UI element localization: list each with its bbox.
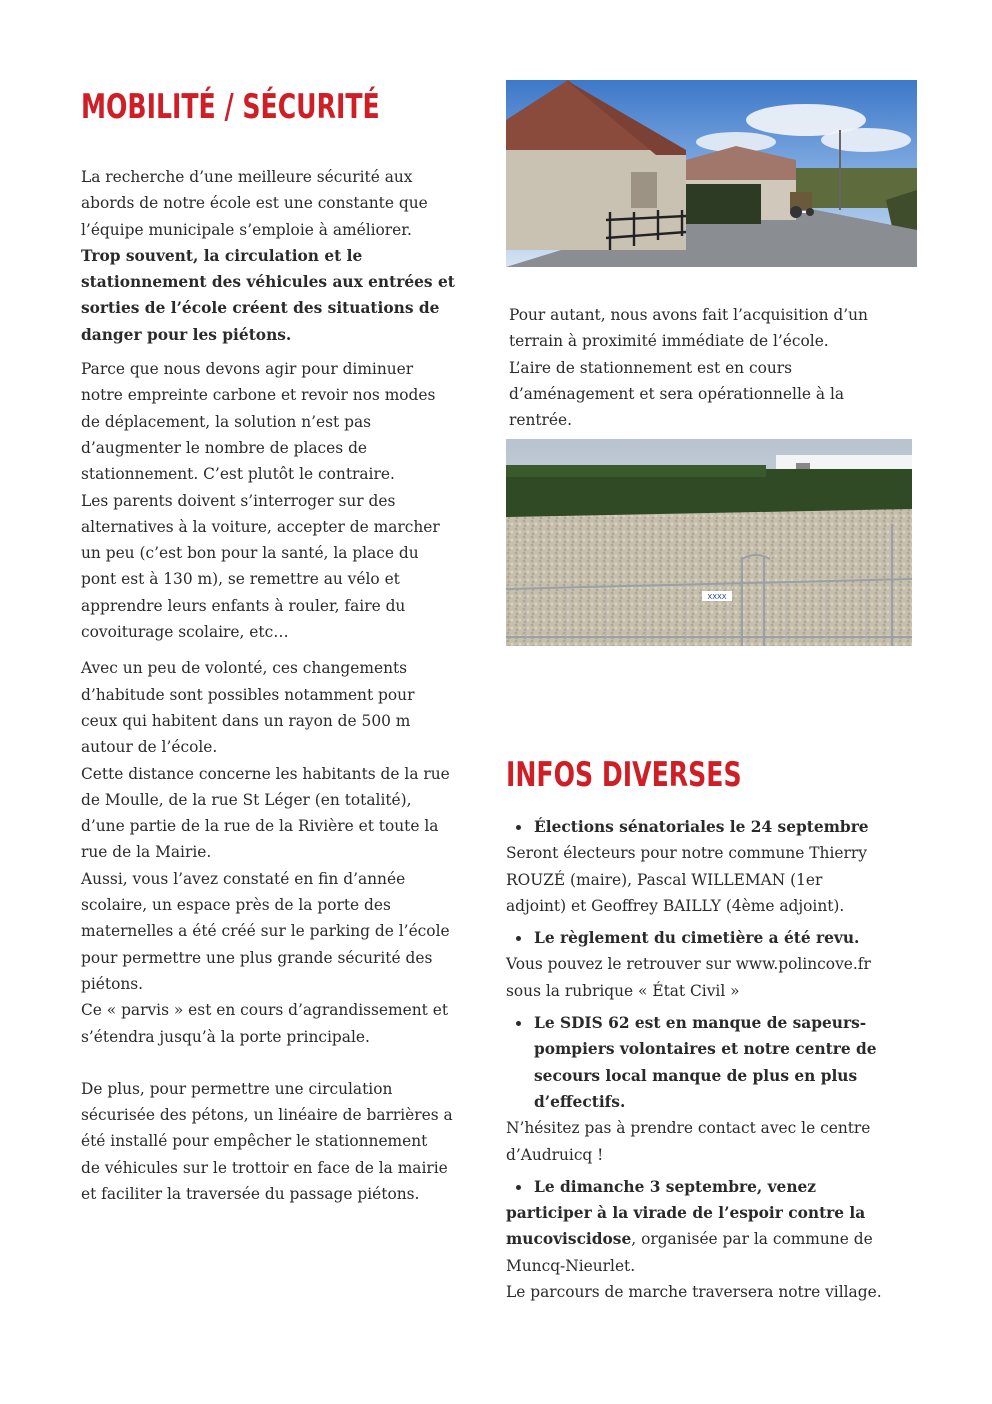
item-line: Vous pouvez le retrouver sur www.polincove.fr: [506, 955, 871, 974]
para-line: d’augmenter le nombre de places de: [81, 438, 368, 457]
intro-line: abords de notre école est une constante que: [81, 194, 428, 213]
mobility-title: MOBILITÉ / SÉCURITÉ: [81, 87, 380, 127]
infos-section: [506, 748, 921, 1305]
para-line: terrain à proximité immédiate de l’école.: [509, 332, 829, 351]
intro-bold-line: sorties de l’école créent des situations de: [81, 299, 440, 318]
mobility-paragraph-4: [81, 1076, 486, 1207]
item-heading: Le dimanche 3 septembre, venez: [534, 1177, 817, 1196]
para-line: pont est à 130 m), se remettre au vélo et: [81, 570, 400, 589]
para-line: de véhicules sur le trottoir en face de la mairie: [81, 1158, 448, 1177]
item-heading: mucoviscidose: [506, 1230, 632, 1249]
para-line: L’aire de stationnement est en cours: [509, 358, 793, 377]
para-line: De plus, pour permettre une circulation: [81, 1079, 393, 1098]
para-line: covoiturage scolaire, etc…: [81, 623, 289, 642]
intro-bold-line: Trop souvent, la circulation et le: [81, 246, 363, 265]
intro-line: La recherche d’une meilleure sécurité aux: [81, 168, 413, 186]
para-line: Les parents doivent s’interroger sur des: [81, 491, 396, 510]
para-line: apprendre leurs enfants à rouler, faire du: [81, 596, 406, 615]
para-line: un peu (c’est bon pour la santé, la place du: [81, 544, 419, 563]
item-heading: Le SDIS 62 est en manque de sapeurs-: [534, 1014, 867, 1033]
para-line: notre empreinte carbone et revoir nos modes: [81, 386, 436, 405]
parking-photo: [506, 439, 912, 646]
street-photo: [506, 80, 917, 267]
parking-paragraph: [509, 302, 919, 433]
mobility-paragraph-2: [81, 356, 486, 645]
item-heading: participer à la virade de l’espoir contre la: [506, 1204, 866, 1223]
para-line: Aussi, vous l’avez constaté en fin d’année: [81, 869, 406, 888]
item-heading: Élections sénatoriales le 24 septembre: [534, 818, 869, 836]
mobility-intro: [81, 164, 486, 348]
para-line: Cette distance concerne les habitants de la rue: [81, 764, 450, 783]
para-line: et faciliter la traversée du passage piétons.: [81, 1184, 420, 1203]
para-line: ceux qui habitent dans un rayon de 500 m: [81, 711, 411, 730]
para-line: Ce « parvis » est en cours d’agrandissement et: [81, 1001, 449, 1020]
para-line: piétons.: [81, 974, 144, 993]
item-line: d’Audruicq !: [506, 1145, 604, 1164]
para-line: d’une partie de la rue de la Rivière et toute la: [81, 817, 439, 836]
item-line: , organisée par la commune de: [631, 1230, 873, 1249]
mobility-column: [81, 80, 486, 1207]
para-line: Pour autant, nous avons fait l’acquisition d’un: [509, 306, 868, 324]
para-line: alternatives à la voiture, accepter de marcher: [81, 517, 440, 536]
para-line: Parce que nous devons agir pour diminuer: [81, 360, 414, 379]
para-line: d’habitude sont possibles notamment pour: [81, 685, 415, 704]
para-line: de déplacement, la solution n’est pas: [81, 412, 372, 431]
para-line: pour permettre une plus grande sécurité des: [81, 948, 433, 967]
list-item: [506, 814, 921, 840]
item-line: adjoint) et Geoffrey BAILLY (4ème adjoint).: [506, 896, 845, 915]
para-line: maternelles a été créé sur le parking de l’école: [81, 922, 450, 941]
para-line: s’étendra jusqu’à la porte principale.: [81, 1027, 370, 1046]
item-line: Muncq-Nieurlet.: [506, 1256, 636, 1275]
item-heading: d’effectifs.: [534, 1092, 626, 1111]
para-line: rentrée.: [509, 411, 573, 430]
para-line: de Moulle, de la rue St Léger (en totalité),: [81, 790, 412, 809]
para-line: d’aménagement et sera opérationnelle à la: [509, 384, 845, 403]
intro-line: l’équipe municipale s’emploie à améliorer.: [81, 220, 412, 239]
mobility-paragraph-3: [81, 655, 486, 1049]
para-line: autour de l’école.: [81, 738, 218, 757]
item-heading: Le règlement du cimetière a été revu.: [534, 929, 860, 948]
para-line: stationnement. C’est plutôt le contraire.: [81, 465, 395, 484]
fence-plate: XXXX: [707, 593, 727, 601]
para-line: été installé pour empêcher le stationnement: [81, 1132, 428, 1151]
item-line: ROUZÉ (maire), Pascal WILLEMAN (1er: [506, 870, 823, 889]
para-line: Avec un peu de volonté, ces changements: [81, 659, 408, 678]
list-item: [506, 925, 921, 951]
intro-bold-line: stationnement des véhicules aux entrées et: [81, 273, 455, 292]
para-line: sécurisée des pétons, un linéaire de barrières a: [81, 1106, 453, 1125]
item-line: Le parcours de marche traversera notre village.: [506, 1283, 882, 1302]
infos-title: INFOS DIVERSES: [506, 755, 742, 795]
item-line: sous la rubrique « État Civil »: [506, 981, 740, 1000]
list-item: [506, 1010, 921, 1036]
item-line: Seront électeurs pour notre commune Thierry: [506, 844, 867, 863]
item-line: N’hésitez pas à prendre contact avec le centre: [506, 1119, 871, 1138]
item-heading: secours local manque de plus en plus: [534, 1066, 858, 1085]
para-line: scolaire, un espace près de la porte des: [81, 896, 391, 915]
para-line: rue de la Mairie.: [81, 843, 212, 862]
item-heading: pompiers volontaires et notre centre de: [534, 1040, 877, 1059]
list-item: [506, 1174, 921, 1200]
intro-bold-line: danger pour les piétons.: [81, 325, 292, 344]
